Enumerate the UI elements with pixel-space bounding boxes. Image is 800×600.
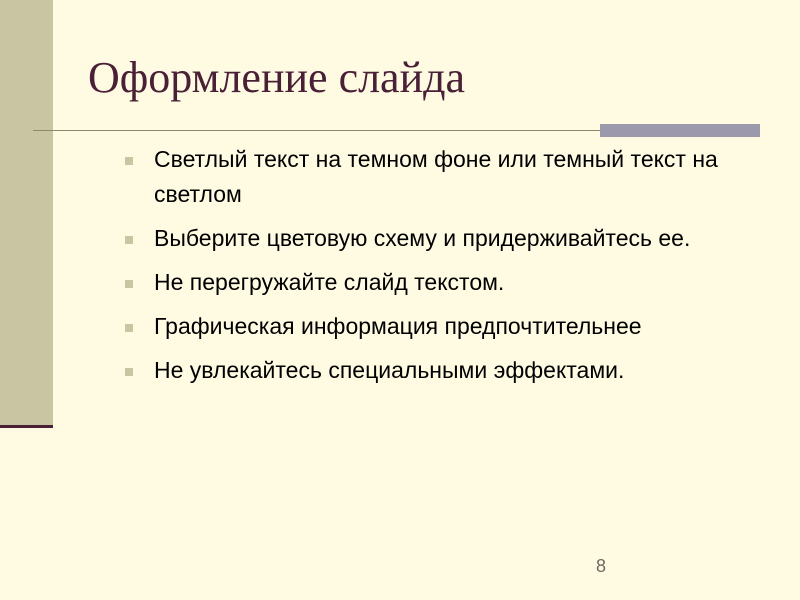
bullet-text: Графическая информация предпочтительнее — [154, 313, 642, 339]
bullet-text: Не увлекайтесь специальными эффектами. — [154, 357, 625, 383]
bullet-item — [125, 353, 775, 388]
title-accent-block — [600, 124, 760, 137]
square-bullet-icon — [125, 157, 133, 165]
bullet-text: Светлый текст на темном фоне или темный текст на светлом — [154, 146, 718, 207]
square-bullet-icon — [125, 324, 133, 332]
slide-title: Оформление слайда — [88, 53, 466, 102]
slide-page-number: 8 — [596, 556, 607, 576]
bullet-item — [125, 309, 775, 344]
left-accent-bar — [0, 0, 53, 427]
bullet-item — [125, 265, 775, 300]
bullet-text: Не перегружайте слайд текстом. — [154, 269, 505, 295]
bullet-text: Выберите цветовую схему и придерживайтесь ее. — [154, 225, 691, 251]
bullet-item — [125, 142, 775, 212]
square-bullet-icon — [125, 236, 133, 244]
bullet-item — [125, 221, 775, 256]
bullet-list — [125, 142, 775, 397]
square-bullet-icon — [125, 368, 133, 376]
square-bullet-icon — [125, 280, 133, 288]
left-accent-bar-underline — [0, 425, 53, 428]
